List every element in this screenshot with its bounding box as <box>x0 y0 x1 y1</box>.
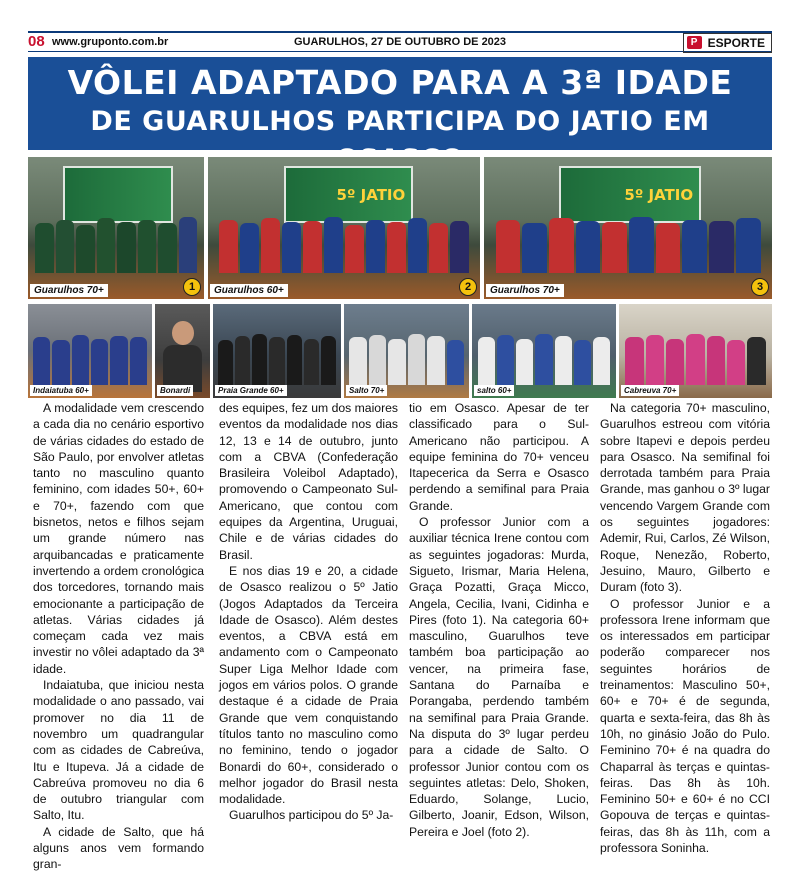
article-paragraph: Guarulhos participou do 5º Ja- <box>229 808 394 823</box>
article-paragraph: E nos dias 19 e 20, a cidade de Osasco realizou o 5º Jatio (Jogos Adaptados da Terceira Idade de Osasco). Além destes eventos, a CBVA está em andamento com o Campeonato Super Liga Melhor Idade com jogos em vários polos. O grande destaque é a cidade de Praia Grande que vem conquistando títulos tanto no masculino como no feminino, tendo o jogador Bonardi do 60+, considerado o melhor jogador do Brasil nesta modalidade. <box>219 563 398 807</box>
article-paragraph: Na categoria 70+ masculino, Guarulhos estreou com vitória sobre Itapevi e depois perdeu para Osasco. Na semifinal foi derrotada também para Praia Grande, mas ganhou o 3º lugar vencendo Vargem Grande com os seguintes jogadores: Ademir, Rui, Carlos, Zé Wilson, Roque, Nenezão, Roberto, Jesuino, Mauro, Gilberto e Duram (foto 3). <box>600 401 770 595</box>
photo-number-badge: 2 <box>459 278 477 296</box>
section-name: ESPORTE <box>707 36 765 50</box>
photo-indaiatuba-60 <box>28 304 152 398</box>
article-paragraph: O professor Junior e a professora Irene informam que os interessados em participar poderão comparecer nos seguintes horários de treinamentos: Masculino 50+, 60+ e 70+ é de segunda, quarta e sexta-feira, das 8h às 10h, no ginásio João do Pulo. Feminino 70+ é na quadra do Chaparral às terças e quintas-feiras. Das 8h às 10h. Feminino 50+ e 60+ é no CCI Gopouva de terças e quintas-feiras, das 8h às 11h, com a professora Soninha. <box>600 596 770 856</box>
page-number: 08 <box>28 33 45 50</box>
photo-caption: salto 60+ <box>474 385 514 396</box>
dateline: GUARULHOS, 27 DE OUTUBRO DE 2023 <box>293 36 507 48</box>
article-paragraph: tio em Osasco. Apesar de ter classificado para o Sul-Americano não participou. A equipe feminina do 70+ venceu Itapecerica da Serra e Osasco perdendo a semifinal para Praia Grande. <box>409 401 589 513</box>
photo-caption: Indaiatuba 60+ <box>30 385 92 396</box>
photo-guarulhos-70-men <box>484 157 772 299</box>
photo-number-badge: 3 <box>751 278 769 296</box>
photo-bonardi <box>155 304 210 398</box>
photo-guarulhos-70-women <box>28 157 204 299</box>
photo-caption: Salto 70+ <box>346 385 387 396</box>
jatio-banner-text: 5º JATIO <box>624 186 694 205</box>
article-paragraph: des equipes, fez um dos maiores eventos da modalidade nos dias 12, 13 e 14 de outubro, junto com a CBVA (Confederação Brasileira Voleibol Adaptado), promovendo o Campeonato Sul-Americano, que contou com equipes da Argentina, Uruguai, Chile e de várias cidades do Brasil. <box>219 401 398 562</box>
photo-caption: Cabreuva 70+ <box>621 385 679 396</box>
photo-caption: Guarulhos 60+ <box>210 284 288 297</box>
photo-praia-grande-60 <box>213 304 341 398</box>
article-column-3 <box>409 400 589 840</box>
article-column-1 <box>33 400 204 873</box>
publication-logo-icon: P <box>687 36 702 49</box>
photo-salto-60 <box>472 304 616 398</box>
photo-caption: Guarulhos 70+ <box>486 284 564 297</box>
article-paragraph: O professor Junior com a auxiliar técnica Irene contou com as seguintes jogadoras: Murda, Sigueto, Irismar, Maria Helena, Graça Pozatti, Graça Micco, Angela, Cecilia, Ivani, Cidinha e Pires (foto 1). Na categoria 60+ masculino, Guarulhos teve também boa participação ao vencer, na primeira fase, Santana do Parnaíba e Porangaba, perdendo também na semifinal para Praia Grande. Na disputa do 3º lugar perdeu para a cidade de Salto. O professor Junior contou com os seguintes atletas: Delo, Shoken, Eduardo, Solange, Lucio, Gilberto, Joanir, Edson, Wilson, Pereira e Joel (foto 2). <box>409 515 589 839</box>
photo-guarulhos-60-men <box>208 157 480 299</box>
photo-caption: Bonardi <box>157 385 193 396</box>
photo-salto-70 <box>344 304 469 398</box>
headline-line-1: VÔLEI ADAPTADO PARA A 3ª IDADE <box>67 63 733 102</box>
jatio-banner-text: 5º JATIO <box>336 186 406 205</box>
article-paragraph: A modalidade vem crescendo a cada dia no cenário esportivo de várias cidades do estado de São Paulo, por envolver atletas tanto no masculino quanto feminino, com idades 50+, 60+ e 70+, fazendo com que bisnetos, netos e filhos sejam um grande número nas arquibancadas e praticamente invertendo a ordem cronológica dos torcedores, tornando mais emocionante a participação de atletas. Várias cidades já começam cada vez mais investir no vôlei adaptado da 3ª idade. <box>33 401 204 676</box>
headline-banner <box>28 57 772 150</box>
headline-line-2: DE GUARULHOS PARTICIPA DO JATIO EM <box>90 106 710 137</box>
section-label <box>683 33 772 53</box>
website-link[interactable]: www.gruponto.com.br <box>52 36 169 48</box>
photo-caption: Guarulhos 70+ <box>30 284 108 297</box>
photo-caption: Praia Grande 60+ <box>215 385 287 396</box>
article-column-2 <box>219 400 398 824</box>
photo-number-badge: 1 <box>183 278 201 296</box>
page-header <box>28 31 772 52</box>
article-column-4 <box>600 400 770 856</box>
article-paragraph: Indaiatuba, que iniciou nesta modalidade o ano passado, vai promover no dia 11 de novembro um quadrangular com as cidades de Cabreúva, Itu e Itupeva. Já a cidade de Cabreúva promoveu no dia 6 de outubro triangular com Salto, Itu. <box>33 678 204 823</box>
photo-cabreuva-70 <box>619 304 772 398</box>
article-paragraph: A cidade de Salto, que há alguns anos vem formando gran- <box>33 824 204 872</box>
